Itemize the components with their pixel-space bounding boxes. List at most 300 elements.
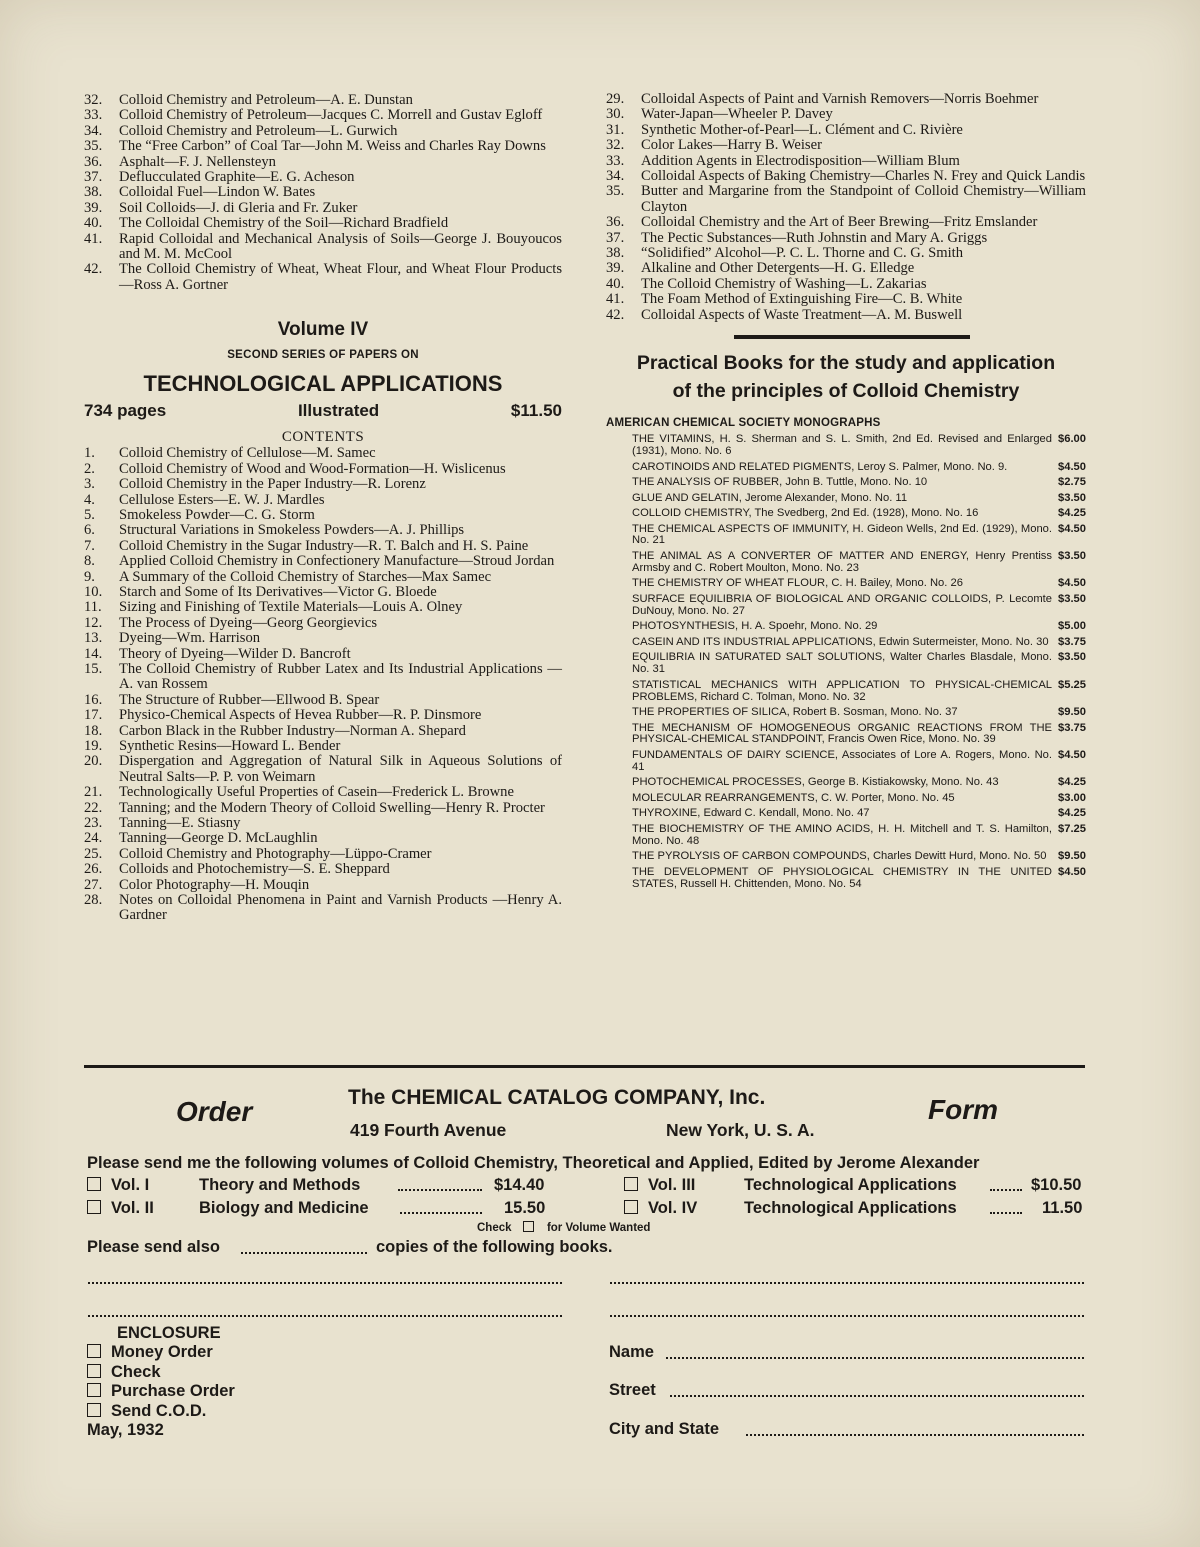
check-hint-label: Check	[477, 1222, 512, 1234]
item-text: The “Free Carbon” of Coal Tar—John M. Weiss and Charles Ray Downs	[119, 138, 546, 155]
item-number: 35.	[606, 183, 625, 200]
list-item	[84, 139, 562, 154]
item-text: Starch and Some of Its Derivatives—Victor G. Bloede	[119, 583, 437, 600]
monograph-entry	[632, 680, 1086, 704]
vol2-checkbox[interactable]	[87, 1200, 101, 1214]
monograph-entry	[632, 824, 1086, 848]
item-number: 39.	[606, 260, 625, 277]
money-order-label: Money Order	[111, 1343, 213, 1361]
monograph-entry	[632, 621, 1086, 633]
item-text: The Pectic Substances—Ruth Johnstin and Mary A. Griggs	[641, 229, 988, 246]
monograph-price: $4.25	[1058, 507, 1086, 519]
monograph-title: THE BIOCHEMISTRY OF THE AMINO ACIDS, H. H. Mitchell and T. S. Hamilton, Mono. No. 48	[632, 822, 1052, 847]
list-item	[84, 831, 562, 846]
list-item	[606, 107, 1086, 122]
item-number: 41.	[606, 291, 625, 308]
book-line-4[interactable]	[610, 1315, 1084, 1317]
vol4-leader	[990, 1212, 1022, 1214]
list-item	[84, 847, 562, 862]
item-number: 17.	[84, 707, 103, 724]
list-item	[84, 616, 562, 631]
list-item	[606, 277, 1086, 292]
check-option[interactable]	[87, 1363, 161, 1383]
monograph-entry	[632, 493, 1086, 505]
vol3-row[interactable]	[624, 1176, 695, 1195]
vol1-price: $14.40	[494, 1176, 545, 1194]
volume-iv-subtitle: SECOND SERIES OF PAPERS ON	[227, 349, 419, 362]
purchase-order-checkbox[interactable]	[87, 1383, 101, 1397]
section-divider	[734, 335, 970, 339]
item-number: 4.	[84, 491, 95, 508]
item-number: 6.	[84, 522, 95, 539]
item-number: 25.	[84, 845, 103, 862]
list-item	[84, 724, 562, 739]
item-number: 40.	[606, 275, 625, 292]
item-text: The Structure of Rubber—Ellwood B. Spear	[119, 691, 380, 708]
monograph-price: $3.00	[1058, 791, 1086, 804]
item-text: Theory of Dyeing—Wilder D. Bancroft	[119, 645, 351, 662]
item-text: Colloid Chemistry of Wood and Wood-Formation—H. Wislicenus	[119, 460, 506, 477]
monograph-title: THE ANALYSIS OF RUBBER, John B. Tuttle, Mono. No. 10	[632, 476, 928, 488]
item-number: 1.	[84, 445, 95, 462]
monograph-price: $3.75	[1058, 635, 1086, 648]
vol4-price: 11.50	[1042, 1199, 1083, 1217]
monograph-price: $4.50	[1058, 522, 1086, 535]
volume-iii-list-continued	[84, 93, 562, 293]
monograph-title: THYROXINE, Edward C. Kendall, Mono. No. 47	[632, 807, 870, 820]
vol3-leader	[990, 1189, 1022, 1191]
item-text: The Colloid Chemistry of Rubber Latex and Its Industrial Applications —A. van Rossem	[119, 660, 562, 693]
list-item	[84, 693, 562, 708]
monograph-entry	[632, 723, 1086, 747]
monograph-entry	[632, 551, 1086, 575]
item-number: 7.	[84, 537, 95, 554]
right-column	[606, 92, 1086, 894]
item-text: The Foam Method of Extinguishing Fire—C. B. White	[641, 291, 963, 308]
list-item	[606, 169, 1086, 184]
monograph-price: $3.50	[1058, 592, 1086, 605]
item-number: 22.	[84, 799, 103, 816]
item-text: The Process of Dyeing—Georg Georgievics	[119, 614, 378, 631]
send-cod-option[interactable]	[87, 1402, 206, 1422]
item-text: Colloids and Photochemistry—S. E. Sheppard	[119, 861, 390, 878]
item-number: 41.	[84, 230, 103, 247]
item-text: Soil Colloids—J. di Gleria and Fr. Zuker	[119, 199, 358, 216]
vol2-title: Biology and Medicine	[199, 1199, 369, 1217]
monograph-price: $9.50	[1058, 706, 1086, 719]
monograph-title: THE CHEMISTRY OF WHEAT FLOUR, C. H. Bailey, Mono. No. 26	[632, 577, 963, 590]
item-number: 33.	[84, 107, 103, 124]
item-number: 38.	[606, 245, 625, 262]
list-item	[84, 585, 562, 600]
list-item	[84, 124, 562, 139]
monograph-title: PHOTOCHEMICAL PROCESSES, George B. Kistiakowsky, Mono. No. 43	[632, 776, 999, 789]
monograph-entry	[632, 851, 1086, 863]
item-number: 9.	[84, 568, 95, 585]
check-hint-suffix: for Volume Wanted	[546, 1222, 651, 1234]
vol3-label: Vol. III	[648, 1176, 696, 1194]
form-date: May, 1932	[87, 1421, 164, 1439]
list-item	[84, 570, 562, 585]
practical-books-title	[606, 349, 1086, 405]
monograph-price: $3.50	[1058, 549, 1086, 562]
street-label: Street	[609, 1381, 656, 1399]
vol1-leader	[398, 1189, 482, 1191]
item-text: Carbon Black in the Rubber Industry—Norman A. Shepard	[119, 722, 466, 739]
form-word: Form	[928, 1094, 998, 1125]
item-text: “Solidified” Alcohol—P. C. L. Thorne and C. G. Smith	[641, 245, 963, 262]
item-number: 10.	[84, 583, 103, 600]
list-item	[606, 292, 1086, 307]
monograph-title: SURFACE EQUILIBRIA OF BIOLOGICAL AND ORGANIC COLLOIDS, P. Lecomte DuNouy, Mono. No. 27	[632, 592, 1052, 617]
company-city: New York, U. S. A.	[666, 1120, 815, 1140]
vol3-price: $10.50	[1031, 1176, 1082, 1194]
city-state-field[interactable]	[746, 1434, 1084, 1436]
monograph-title: THE ANIMAL AS A CONVERTER OF MATTER AND ENERGY, Henry Prentiss Armsby and C. Robert Moulton, Mono. No. 23	[632, 549, 1052, 574]
item-text: Colloid Chemistry in the Sugar Industry—R. T. Balch and H. S. Paine	[119, 537, 529, 554]
list-item	[84, 662, 562, 693]
item-text: Addition Agents in Electrodisposition—William Blum	[641, 152, 960, 169]
item-number: 3.	[84, 476, 95, 493]
list-item	[84, 493, 562, 508]
item-number: 32.	[84, 92, 103, 108]
item-number: 27.	[84, 876, 103, 893]
list-item	[84, 523, 562, 538]
monograph-entry	[632, 707, 1086, 719]
monograph-price: $9.50	[1058, 850, 1086, 863]
monograph-title: GLUE AND GELATIN, Jerome Alexander, Mono. No. 11	[632, 491, 908, 504]
book-line-1[interactable]	[88, 1282, 562, 1284]
send-cod-label: Send C.O.D.	[111, 1402, 207, 1420]
item-number: 39.	[84, 199, 103, 216]
item-text: Colloidal Aspects of Baking Chemistry—Charles N. Frey and Quick Landis	[641, 168, 1086, 185]
item-number: 37.	[606, 229, 625, 246]
monograph-entry	[632, 867, 1086, 891]
item-number: 34.	[606, 168, 625, 185]
item-text: Technologically Useful Properties of Casein—Frederick L. Browne	[119, 784, 514, 801]
item-text: The Colloid Chemistry of Washing—L. Zakarias	[641, 275, 927, 292]
item-text: Synthetic Mother-of-Pearl—L. Clément and C. Rivière	[641, 121, 963, 138]
item-text: Colloidal Fuel—Lindon W. Bates	[119, 184, 316, 201]
monograph-entry	[632, 777, 1086, 789]
list-item	[84, 170, 562, 185]
monograph-price: $4.25	[1058, 807, 1086, 820]
item-text: The Colloid Chemistry of Wheat, Wheat Flour, and Wheat Flour Products—Ross A. Gortner	[119, 261, 562, 293]
item-text: Sizing and Finishing of Textile Materials—Louis A. Olney	[119, 599, 463, 616]
vol3-checkbox[interactable]	[624, 1177, 638, 1191]
list-item	[84, 647, 562, 662]
list-item	[84, 631, 562, 646]
monograph-entry	[632, 594, 1086, 618]
monograph-title: PHOTOSYNTHESIS, H. A. Spoehr, Mono. No. 29	[632, 620, 878, 633]
monograph-series-label: AMERICAN CHEMICAL SOCIETY MONOGRAPHS	[606, 417, 881, 430]
volume-iv-contents-list-continued	[606, 92, 1086, 323]
item-text: Tanning; and the Modern Theory of Colloid Swelling—Henry R. Procter	[119, 799, 545, 816]
item-number: 34.	[84, 122, 103, 139]
list-item	[84, 801, 562, 816]
item-text: Tanning—E. Stiasny	[119, 815, 241, 832]
volume-iv-contents-list	[84, 446, 562, 924]
item-number: 20.	[84, 753, 103, 770]
list-item	[606, 246, 1086, 261]
volume-iv-heading: TECHNOLOGICAL APPLICATIONS	[143, 371, 503, 397]
list-item	[84, 262, 562, 293]
volume-iv-pages: 734 pages	[84, 401, 167, 421]
item-number: 8.	[84, 553, 95, 570]
item-number: 42.	[606, 306, 625, 323]
list-item	[606, 154, 1086, 169]
purchase-order-label: Purchase Order	[111, 1382, 235, 1400]
volume-iv-title: Volume IV	[277, 319, 369, 341]
list-item	[84, 754, 562, 785]
item-text: The Colloidal Chemistry of the Soil—Richard Bradfield	[119, 215, 449, 232]
list-item	[84, 862, 562, 877]
order-intro: Please send me the following volumes of Colloid Chemistry, Theoretical and Applied, Edited by Jerome Alexander	[87, 1154, 980, 1172]
money-order-option[interactable]	[87, 1343, 213, 1363]
book-line-3[interactable]	[88, 1315, 562, 1317]
monograph-price: $7.25	[1058, 822, 1086, 835]
monograph-title: THE MECHANISM OF HOMOGENEOUS ORGANIC REACTIONS FROM THE PHYSICAL-CHEMICAL STANDPOINT, Francis Owen Rice, Mono. No. 39	[632, 721, 1052, 746]
list-item	[606, 138, 1086, 153]
item-text: Tanning—George D. McLaughlin	[119, 830, 318, 847]
volume-iv-price: $11.50	[510, 401, 562, 421]
item-number: 33.	[606, 152, 625, 169]
vol4-checkbox[interactable]	[624, 1200, 638, 1214]
item-number: 11.	[84, 599, 102, 616]
company-name: The CHEMICAL CATALOG COMPANY, Inc.	[348, 1086, 766, 1109]
item-text: Color Lakes—Harry B. Weiser	[641, 137, 822, 154]
list-item	[606, 261, 1086, 276]
monograph-entry	[632, 793, 1086, 805]
item-text: Color Photography—H. Mouqin	[119, 876, 310, 893]
list-item	[84, 785, 562, 800]
list-item	[84, 446, 562, 461]
list-item	[84, 108, 562, 123]
item-text: Colloid Chemistry and Petroleum—L. Gurwich	[119, 122, 398, 139]
monograph-price: $4.50	[1058, 460, 1086, 473]
volume-iv-header	[84, 319, 562, 397]
item-number: 37.	[84, 169, 103, 186]
item-number: 13.	[84, 630, 103, 647]
list-item	[606, 231, 1086, 246]
item-number: 32.	[606, 137, 625, 154]
item-text: Colloid Chemistry in the Paper Industry—R. Lorenz	[119, 476, 426, 493]
monograph-title: THE VITAMINS, H. S. Sherman and S. L. Smith, 2nd Ed. Revised and Enlarged (1931), Mono. No. 6	[632, 433, 1052, 457]
item-text: Colloid Chemistry of Petroleum—Jacques C. Morrell and Gustav Egloff	[119, 107, 543, 124]
item-number: 16.	[84, 691, 103, 708]
order-word: Order	[176, 1096, 253, 1127]
list-item	[84, 554, 562, 569]
monograph-list	[632, 434, 1086, 890]
list-item	[84, 185, 562, 200]
item-number: 31.	[606, 121, 625, 138]
item-text: Colloid Chemistry and Photography—Lüppo-Cramer	[119, 845, 432, 862]
list-item	[84, 878, 562, 893]
monograph-title: THE PROPERTIES OF SILICA, Robert B. Sosman, Mono. No. 37	[632, 706, 958, 719]
list-item	[84, 739, 562, 754]
left-column	[84, 93, 562, 924]
monograph-price: $5.25	[1058, 678, 1086, 691]
monograph-title: COLLOID CHEMISTRY, The Svedberg, 2nd Ed. (1928), Mono. No. 16	[632, 507, 979, 519]
list-item	[84, 201, 562, 216]
company-street: 419 Fourth Avenue	[350, 1120, 507, 1140]
item-number: 18.	[84, 722, 103, 739]
item-text: Synthetic Resins—Howard L. Bender	[119, 738, 341, 754]
item-number: 35.	[84, 138, 103, 155]
check-hint	[477, 1221, 650, 1234]
vol2-label: Vol. II	[111, 1199, 154, 1217]
item-number: 28.	[84, 892, 103, 909]
item-number: 2.	[84, 460, 95, 477]
vol4-row[interactable]	[624, 1199, 697, 1218]
send-also-suffix: copies of the following books.	[376, 1238, 613, 1256]
item-number: 19.	[84, 738, 103, 754]
list-item	[84, 477, 562, 492]
vol3-title: Technological Applications	[744, 1176, 957, 1194]
street-field[interactable]	[670, 1395, 1084, 1397]
monograph-price: $2.75	[1058, 476, 1086, 488]
item-text: Physico-Chemical Aspects of Hevea Rubber—R. P. Dinsmore	[119, 707, 482, 724]
monograph-title: THE DEVELOPMENT OF PHYSIOLOGICAL CHEMISTRY IN THE UNITED STATES, Russell H. Chittenden, Mono. No. 54	[632, 865, 1052, 890]
item-text: Deflucculated Graphite—E. G. Acheson	[119, 169, 355, 186]
item-text: Colloidal Chemistry and the Art of Beer Brewing—Fritz Emslander	[641, 214, 1038, 231]
item-text: A Summary of the Colloid Chemistry of Starches—Max Samec	[119, 568, 492, 585]
monograph-entry	[632, 508, 1086, 520]
item-number: 26.	[84, 861, 103, 878]
monograph-title: CASEIN AND ITS INDUSTRIAL APPLICATIONS, Edwin Sutermeister, Mono. No. 30	[632, 635, 1049, 648]
vol1-checkbox[interactable]	[87, 1177, 101, 1191]
item-text: Rapid Colloidal and Mechanical Analysis of Soils—George J. Bouyoucos and M. M. McCool	[119, 230, 562, 263]
monograph-title: MOLECULAR REARRANGEMENTS, C. W. Porter, Mono. No. 45	[632, 791, 955, 804]
vol4-label: Vol. IV	[648, 1199, 698, 1217]
monograph-entry	[632, 652, 1086, 676]
city-state-label: City and State	[609, 1420, 720, 1438]
item-text: Butter and Margarine from the Standpoint of Colloid Chemistry—William Clayton	[641, 183, 1086, 215]
enclosure-heading: ENCLOSURE	[117, 1324, 221, 1342]
book-line-2[interactable]	[610, 1282, 1084, 1284]
contents-label: CONTENTS	[281, 429, 365, 446]
vol2-row[interactable]	[87, 1199, 154, 1218]
list-item	[606, 184, 1086, 215]
item-text: Colloidal Aspects of Waste Treatment—A. M. Buswell	[641, 306, 963, 323]
practical-books-title-line1: Practical Books for the study and application	[636, 352, 1056, 375]
monograph-title: EQUILIBRIA IN SATURATED SALT SOLUTIONS, Walter Charles Blasdale, Mono. No. 31	[632, 651, 1052, 676]
monograph-title: CAROTINOIDS AND RELATED PIGMENTS, Leroy S. Palmer, Mono. No. 9.	[632, 460, 1008, 473]
list-item	[84, 893, 562, 924]
vol1-title: Theory and Methods	[199, 1176, 361, 1194]
item-number: 38.	[84, 184, 103, 201]
list-item	[84, 816, 562, 831]
item-text: Dispergation and Aggregation of Natural Silk in Aqueous Solutions of Neutral Salts—P. P. von Weimarn	[119, 753, 562, 785]
name-field[interactable]	[666, 1357, 1084, 1359]
monograph-entry	[632, 434, 1086, 458]
monograph-price: $4.25	[1058, 776, 1086, 789]
item-text: Structural Variations in Smokeless Powders—A. J. Phillips	[119, 522, 465, 539]
send-cod-checkbox[interactable]	[87, 1403, 101, 1417]
practical-books-title-line2: of the principles of Colloid Chemistry	[672, 380, 1020, 403]
monograph-entry	[632, 462, 1086, 474]
item-text: Applied Colloid Chemistry in Confectionery Manufacture—Stroud Jordan	[119, 553, 555, 570]
monograph-entry	[632, 524, 1086, 548]
monograph-entry	[632, 750, 1086, 774]
item-text: Colloid Chemistry and Petroleum—A. E. Dunstan	[119, 92, 413, 108]
list-item	[606, 123, 1086, 138]
item-number: 23.	[84, 815, 103, 832]
list-item	[84, 708, 562, 723]
monograph-price: $4.50	[1058, 577, 1086, 590]
monograph-price: $4.50	[1058, 865, 1086, 878]
item-text: Colloid Chemistry of Cellulose—M. Samec	[119, 445, 376, 462]
list-item	[84, 600, 562, 615]
copies-field[interactable]	[241, 1252, 367, 1254]
volume-iv-illustrated: Illustrated	[297, 401, 380, 421]
item-number: 36.	[606, 214, 625, 231]
monograph-title: FUNDAMENTALS OF DAIRY SCIENCE, Associates of Lore A. Rogers, Mono. No. 41	[632, 748, 1052, 773]
list-item	[84, 539, 562, 554]
monograph-title: THE PYROLYSIS OF CARBON COMPOUNDS, Charles Dewitt Hurd, Mono. No. 50	[632, 850, 1047, 863]
check-hint-box-icon	[523, 1221, 534, 1232]
monograph-entry	[632, 808, 1086, 820]
item-text: Dyeing—Wm. Harrison	[119, 630, 261, 647]
item-number: 42.	[84, 261, 103, 278]
name-label: Name	[609, 1343, 654, 1361]
item-text: Cellulose Esters—E. W. J. Mardles	[119, 491, 325, 508]
item-number: 5.	[84, 506, 95, 523]
volume-iv-meta	[84, 401, 562, 421]
item-number: 12.	[84, 614, 103, 631]
monograph-price: $3.75	[1058, 721, 1086, 734]
purchase-order-option[interactable]	[87, 1382, 235, 1402]
item-number: 29.	[606, 91, 625, 107]
item-text: Notes on Colloidal Phenomena in Paint and Varnish Products —Henry A. Gardner	[119, 892, 562, 924]
item-number: 21.	[84, 784, 103, 801]
item-number: 24.	[84, 830, 103, 847]
list-item	[84, 462, 562, 477]
monograph-price: $3.50	[1058, 651, 1086, 664]
vol1-row[interactable]	[87, 1176, 149, 1195]
monograph-entry	[632, 578, 1086, 590]
vol2-leader	[400, 1212, 482, 1214]
check-checkbox[interactable]	[87, 1364, 101, 1378]
order-form-divider	[84, 1065, 1085, 1068]
vol4-title: Technological Applications	[744, 1199, 957, 1217]
money-order-checkbox[interactable]	[87, 1344, 101, 1358]
check-label: Check	[111, 1363, 161, 1381]
vol1-label: Vol. I	[111, 1176, 150, 1194]
list-item	[606, 215, 1086, 230]
item-text: Colloidal Aspects of Paint and Varnish Removers—Norris Boehmer	[641, 91, 1039, 107]
item-number: 15.	[84, 660, 103, 677]
send-also-prefix: Please send also	[87, 1238, 220, 1256]
list-item	[84, 216, 562, 231]
list-item	[84, 155, 562, 170]
list-item	[606, 92, 1086, 107]
monograph-entry	[632, 477, 1086, 489]
list-item	[84, 508, 562, 523]
monograph-price: $5.00	[1058, 620, 1086, 633]
item-number: 36.	[84, 153, 103, 170]
vol2-price: 15.50	[504, 1199, 546, 1217]
monograph-price: $6.00	[1058, 433, 1086, 446]
item-number: 14.	[84, 645, 103, 662]
monograph-title: THE CHEMICAL ASPECTS OF IMMUNITY, H. Gideon Wells, 2nd Ed. (1929), Mono. No. 21	[632, 522, 1052, 547]
item-text: Asphalt—F. J. Nellensteyn	[119, 153, 276, 170]
monograph-entry	[632, 637, 1086, 649]
monograph-price: $3.50	[1058, 491, 1086, 504]
list-item	[606, 308, 1086, 323]
list-item	[84, 93, 562, 108]
monograph-title: STATISTICAL MECHANICS WITH APPLICATION TO PHYSICAL-CHEMICAL PROBLEMS, Richard C. Tolman, Mono. No. 32	[632, 678, 1052, 703]
